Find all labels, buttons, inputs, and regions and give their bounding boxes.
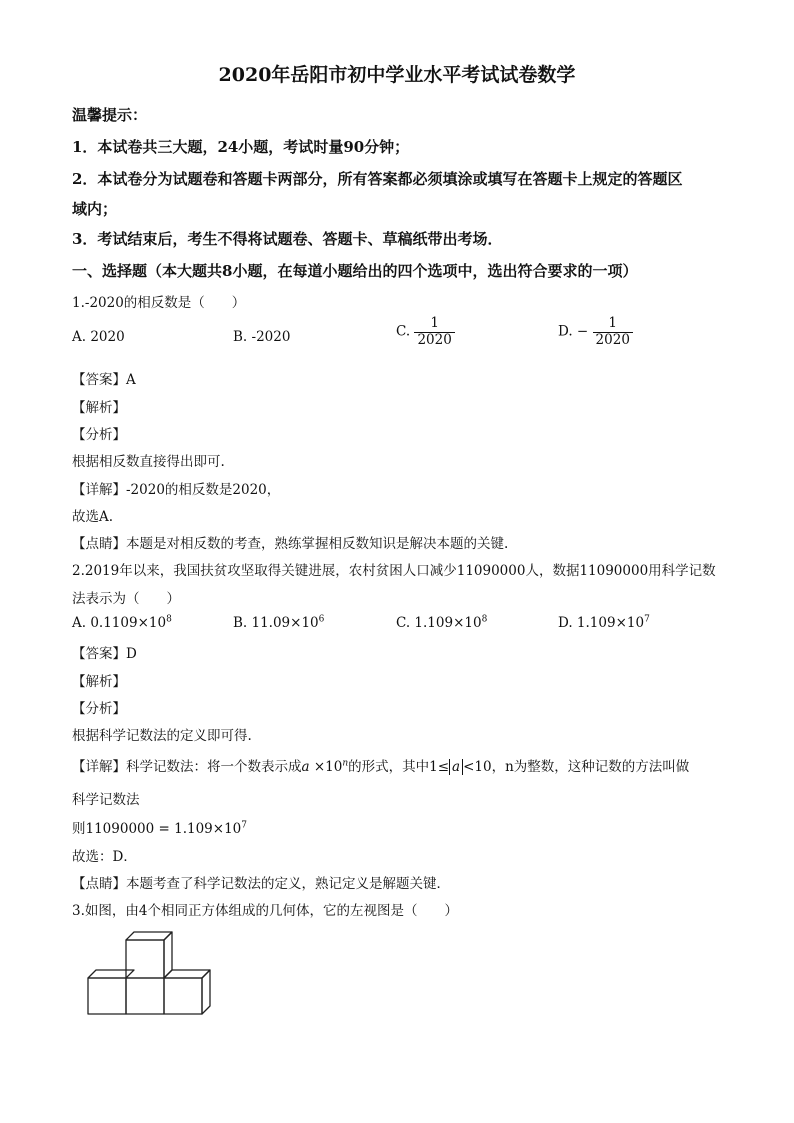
q2-stem-line1: 2.2019年以来，我国扶贫攻坚取得关键进展，农村贫困人口减少11090000人，数据11090000用科学记数 xyxy=(72,563,716,579)
fraction-denominator: 2020 xyxy=(593,332,633,349)
tip-1: 1．本试卷共三大题，24小题，考试时量90分钟； xyxy=(72,138,410,156)
q1-xiangjie: 【详解】-2020的相反数是2020， xyxy=(72,482,281,498)
q1-option-b: B. -2020 xyxy=(233,329,291,345)
q1-option-c-fraction xyxy=(414,316,454,348)
q2-option-b xyxy=(233,615,324,631)
q2-option-b-exponent: 6 xyxy=(318,614,325,625)
q2-xiangjie-line2: 科学记数法 xyxy=(72,792,140,808)
section-heading: 一、选择题（本大题共8小题，在每道小题给出的四个选项中，选出符合要求的一项） xyxy=(72,262,638,280)
q2-xiangjie xyxy=(72,755,689,775)
q2-option-c-text: C. 1.109×10 xyxy=(396,615,482,631)
q1-option-c-label: C. xyxy=(396,323,411,340)
q1-jiexi: 【解析】 xyxy=(72,400,126,416)
q2-option-d-text: D. 1.109×10 xyxy=(558,615,645,631)
fraction-denominator: 2020 xyxy=(414,332,454,349)
cube-left-front xyxy=(88,978,126,1014)
cube-right-front xyxy=(164,978,202,1014)
q2-option-b-text: B. 11.09×10 xyxy=(233,615,319,631)
q1-guxuan: 故选A. xyxy=(72,509,114,525)
q3-stem: 3.如图，由4个相同正方体组成的几何体，它的左视图是（ ） xyxy=(72,903,458,919)
q2-guxuan: 故选：D． xyxy=(72,849,137,865)
q2-fenxi-text: 根据科学记数法的定义即可得. xyxy=(72,728,252,744)
q1-option-a: A. 2020 xyxy=(72,329,125,345)
q2-dianjing: 【点睛】本题考查了科学记数法的定义，熟记定义是解题关键． xyxy=(72,876,450,892)
q2-ineq-left: 1≤ xyxy=(429,759,450,775)
q2-xiangjie-pre: 【详解】科学记数法：将一个数表示成 xyxy=(72,759,302,775)
q2-option-c-exponent: 8 xyxy=(481,614,488,625)
q2-option-a xyxy=(72,615,172,631)
tips-heading: 温馨提示： xyxy=(72,106,148,124)
cube-left-top xyxy=(88,970,134,978)
q1-option-c xyxy=(396,316,455,348)
q1-option-d-label: D. − xyxy=(558,323,589,340)
q2-xiangjie-a: a xyxy=(301,759,310,775)
q2-option-c xyxy=(396,615,487,631)
q2-option-d-exponent: 7 xyxy=(644,614,650,625)
q2-xiangjie-mid: 的形式，其中 xyxy=(348,759,430,775)
q1-answer: 【答案】A xyxy=(72,372,136,388)
q2-stem-line2: 法表示为（ ） xyxy=(72,591,180,607)
q1-fenxi-text: 根据相反数直接得出即可. xyxy=(72,454,225,470)
fraction-numerator: 1 xyxy=(608,315,618,331)
q2-ineq-abs-a: a xyxy=(449,759,463,775)
q2-option-a-exponent: 8 xyxy=(166,614,172,625)
tip-2: 2．本试卷分为试题卷和答题卡两部分，所有答案都必须填涂或填写在答题卡上规定的答题区 xyxy=(72,170,683,188)
q2-xiangjie-n: n xyxy=(342,758,349,769)
q1-dianjing: 【点睛】本题是对相反数的考查，熟练掌握相反数知识是解决本题的关键. xyxy=(72,536,509,552)
tip-2-cont: 域内； xyxy=(72,200,118,218)
tip-3: 3．考试结束后，考生不得将试题卷、答题卡、草稿纸带出考场． xyxy=(72,230,503,248)
q1-option-d xyxy=(558,316,633,348)
q2-xiangjie-times: ×10 xyxy=(309,759,343,775)
q2-fenxi: 【分析】 xyxy=(72,701,126,717)
q2-jiexi: 【解析】 xyxy=(72,674,126,690)
q2-ze-text: 则11090000 = 1.109×10 xyxy=(72,821,242,837)
cube-middle-front xyxy=(126,978,164,1014)
q2-ze xyxy=(72,817,247,837)
q2-ze-exponent: 7 xyxy=(241,820,247,831)
q2-xiangjie-post: ，n为整数，这种记数的方法叫做 xyxy=(491,759,690,775)
q2-ineq-right: <10 xyxy=(463,759,492,775)
q1-stem: 1.-2020的相反数是（ ） xyxy=(72,295,246,311)
fraction-numerator: 1 xyxy=(430,315,439,331)
cube-right-side xyxy=(202,970,210,1014)
q1-option-d-fraction xyxy=(593,316,633,348)
q2-option-d xyxy=(558,615,650,631)
cubes-figure xyxy=(86,928,214,1018)
q2-option-a-text: A. 0.1109×10 xyxy=(72,615,167,631)
q2-answer: 【答案】D xyxy=(72,646,137,662)
q1-fenxi: 【分析】 xyxy=(72,427,126,443)
page-title: 2020年岳阳市初中学业水平考试试卷数学 xyxy=(218,64,576,86)
